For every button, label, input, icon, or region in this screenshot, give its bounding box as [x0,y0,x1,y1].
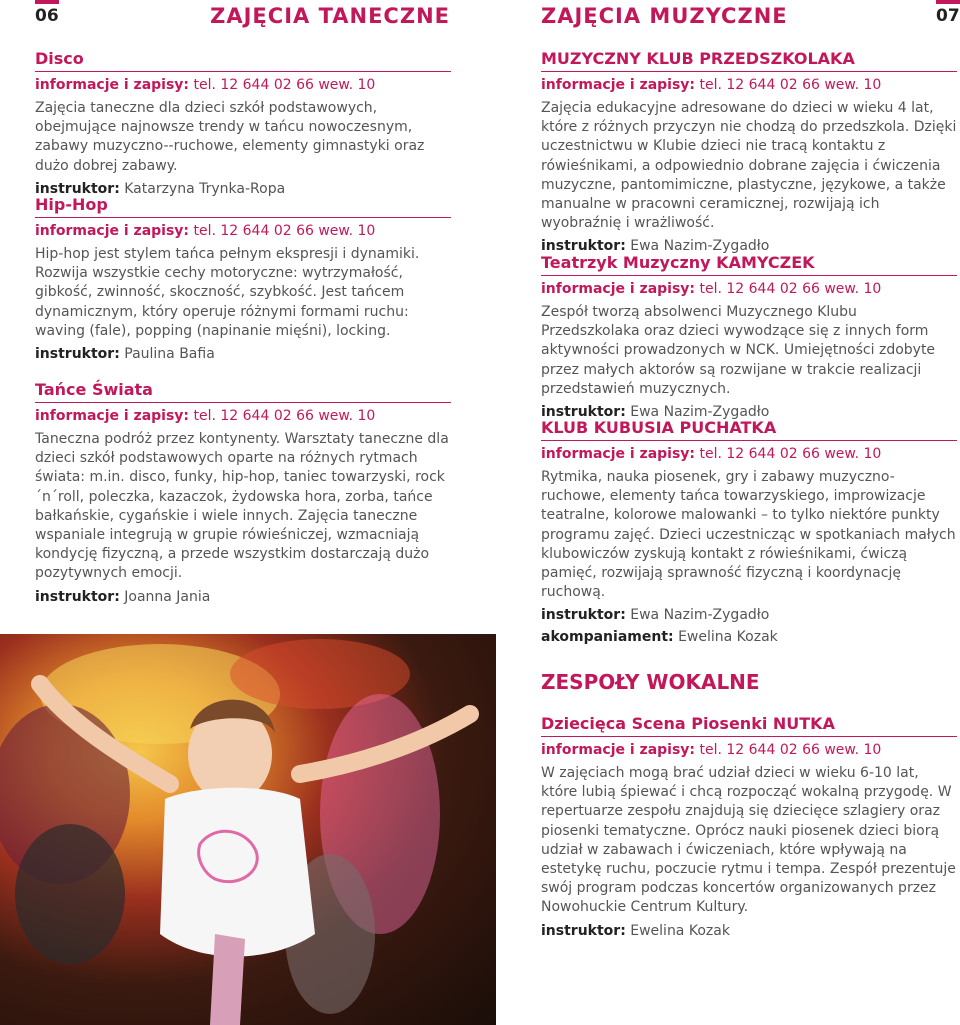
instructor-line: instruktor: Joanna Jania [35,588,211,605]
instructor-line: instruktor: Ewa Nazim-Zygadło [541,238,770,255]
section-body: Zespół tworzą absolwenci Muzycznego Klubu Przedszkolaka oraz dzieci wywodzące się z innych form aktywności prowadzonych w NCK. Umiejętności zdobyte przez małych aktorów są rozwijane w trakcie realizacji przedstawień muzycznych. [541,304,936,397]
section-title: Disco [35,49,451,72]
section-title: MUZYCZNY KLUB PRZEDSZKOLAKA [541,49,957,72]
section-body: Zajęcia taneczne dla dzieci szkół podstawowych, obejmujące najnowsze trendy w tańcu nowoczesnym, zabawy muzyczno--ruchowe, elementy gimnastyki oraz dużo dobrej zabawy. [35,100,425,174]
section-disco [35,49,451,198]
section-preschool-club [541,49,957,255]
info-line: informacje i zapisy: tel. 12 644 02 66 wew. 10 [35,408,376,424]
info-line: informacje i zapisy: tel. 12 644 02 66 wew. 10 [541,446,882,462]
section-title: Tańce Świata [35,380,451,403]
instructor-line: instruktor: Paulina Bafia [35,346,215,363]
info-line: informacje i zapisy: tel. 12 644 02 66 wew. 10 [35,223,376,239]
section-body: Hip-hop jest stylem tańca pełnym ekspresji i dynamiki. Rozwija wszystkie cechy motoryczne: wytrzymałość, gibkość, zwinność, skoczność, szybkość. Jest tańcem dynamicznym, który operuje różnymi formami ruchu: waving (fale), popping (napinanie mięśni), locking. [35,246,420,339]
info-line: informacje i zapisy: tel. 12 644 02 66 wew. 10 [35,77,376,93]
photo-illustration [0,634,496,1025]
section-body: Rytmika, nauka piosenek, gry i zabawy muzyczno-ruchowe, elementy tańca towarzyskiego, improwizacje teatralne, kolorowe malowanki – to tylko niektóre punkty programu zajęć. Dzieci uczestnicząc w spotkaniach małych klubowiczów zyskują kontakt z rówieśnikami, ćwiczą pamięć, rozwijają sprawność fizyczną i koordynację ruchową. [541,469,956,601]
section-title: Dziecięca Scena Piosenki NUTKA [541,714,957,737]
section-body: W zajęciach mogą brać udział dzieci w wieku 6-10 lat, które lubią śpiewać i chcą rozpocząć wokalną przygodę. W repertuarze zespołu znajdują się dziecięce szlagiery oraz piosenki tematyczne. Oprócz nauki piosenek dzieci biorą udział w zabawach i ćwiczeniach, które wpływają na estetykę ruchu, poczucie rytmu i tempa. Zespół prezentuje swój program podczas koncertów organizowanych przez Nowohuckie Centrum Kultury. [541,765,956,916]
instructor-line: instruktor: Ewa Nazim-Zygadło [541,404,770,421]
section-hiphop [35,195,451,363]
instructor-line: instruktor: Katarzyna Trynka-Ropa [35,180,286,197]
section-world-dance [35,380,451,606]
accompaniment-line: akompaniament: Ewelina Kozak [541,629,778,646]
info-line: informacje i zapisy: tel. 12 644 02 66 wew. 10 [541,742,882,758]
instructor-line: instruktor: Ewa Nazim-Zygadło [541,607,770,624]
section-title: KLUB KUBUSIA PUCHATKA [541,418,957,441]
info-line: informacje i zapisy: tel. 12 644 02 66 wew. 10 [541,77,882,93]
section-title: Hip-Hop [35,195,451,218]
vocal-groups-heading [541,672,957,694]
info-line: informacje i zapisy: tel. 12 644 02 66 wew. 10 [541,281,882,297]
section-body: Zajęcia edukacyjne adresowane do dzieci w wieku 4 lat, które z różnych przyczyn nie chodzą do przedszkola. Dzięki uczestnictwu w Klubie dzieci nie tracą kontaktu z rówieśnikami, a odpowiednio dobrane zajęcia i ćwiczenia muzyczne, pantomimiczne, plastyczne, językowe, a także manualne w pracowni ceramicznej, rozwijają ich wyobraźnię i wrażliwość. [541,100,957,232]
section-body: Taneczna podróż przez kontynenty. Warsztaty taneczne dla dzieci szkół podstawowych oparte na różnych rytmach świata: m.in. disco, funky, hip-hop, taniec towarzyski, rock´n´roll, poleczka, kazaczok, żydowska hora, zorba, tańce bałkańskie, cygańskie i wiele innych. Zajęcia taneczne wspaniale integrują w grupie rówieśniczej, wzmacniają kondycję fizyczną, a przede wszystkim dostarczają dużo pozytywnych emocji. [35,431,449,582]
chapter-title-dance: ZAJĘCIA TANECZNE [210,4,450,28]
section-title: Teatrzyk Muzyczny KAMYCZEK [541,253,957,276]
instructor-line: instruktor: Ewelina Kozak [541,922,730,939]
section-kamyczek [541,253,957,421]
section-nutka [541,714,957,940]
section-kubus-club [541,418,957,646]
chapter-title-music: ZAJĘCIA MUZYCZNE [541,4,788,28]
chapter-subheading: ZESPOŁY WOKALNE [541,670,760,694]
page-number-left: 06 [35,6,59,26]
dancing-child-photo [0,634,496,1025]
page-number-right: 07 [936,6,960,26]
